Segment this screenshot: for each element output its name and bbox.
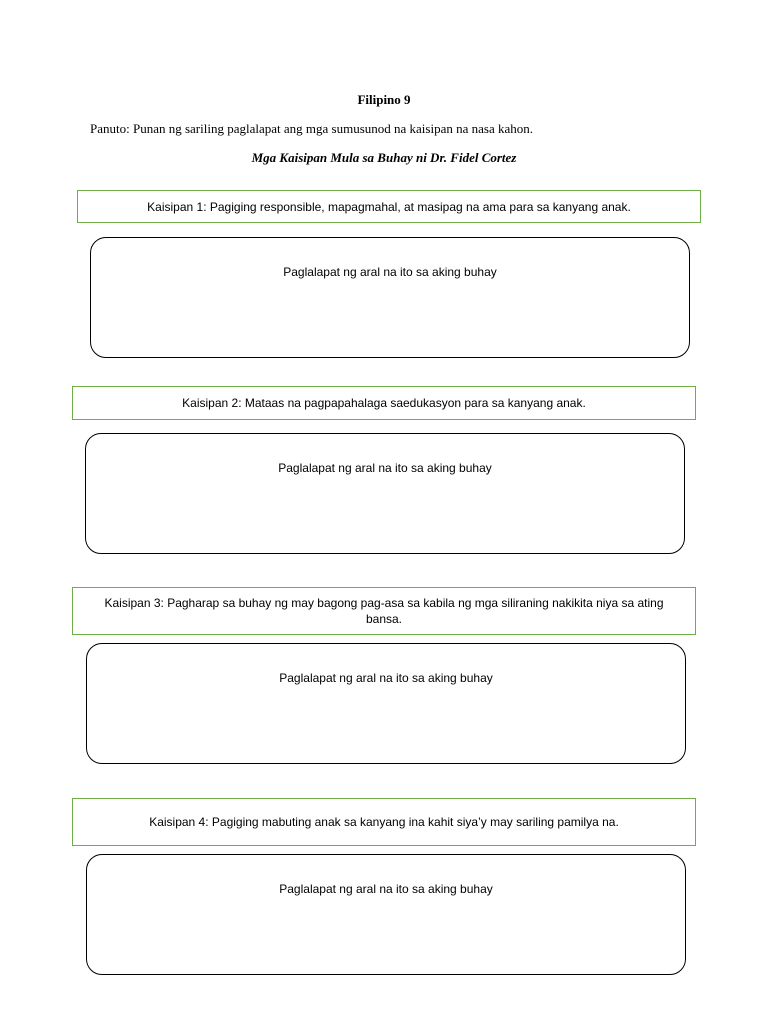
kaisipan-2-answer-box[interactable] xyxy=(85,433,685,554)
answer-3-label: Paglalapat ng aral na ito sa aking buhay xyxy=(279,671,493,685)
kaisipan-4-text: Kaisipan 4: Pagiging mabuting anak sa kanyang ina kahit siya’y may sariling pamilya na. xyxy=(149,815,619,829)
instructions-text: Panuto: Punan ng sariling paglalapat ang mga sumusunod na kaisipan na nasa kahon. xyxy=(90,121,533,136)
page-title: Filipino 9 xyxy=(357,92,411,107)
kaisipan-3-box xyxy=(72,587,696,635)
kaisipan-4-answer-box[interactable] xyxy=(86,854,686,975)
kaisipan-2-text: Kaisipan 2: Mataas na pagpapahalaga saedukasyon para sa kanyang anak. xyxy=(182,396,586,410)
answer-2-label: Paglalapat ng aral na ito sa aking buhay xyxy=(278,461,492,475)
kaisipan-2-box xyxy=(72,386,696,420)
kaisipan-3-answer-box[interactable] xyxy=(86,643,686,764)
kaisipan-1-box xyxy=(77,190,701,223)
answer-4-label: Paglalapat ng aral na ito sa aking buhay xyxy=(279,882,493,896)
kaisipan-4-box xyxy=(72,798,696,846)
answer-1-label: Paglalapat ng aral na ito sa aking buhay xyxy=(283,265,497,279)
kaisipan-1-answer-box[interactable] xyxy=(90,237,690,358)
kaisipan-1-text: Kaisipan 1: Pagiging responsible, mapagmahal, at masipag na ama para sa kanyang anak. xyxy=(147,199,631,214)
worksheet-subtitle: Mga Kaisipan Mula sa Buhay ni Dr. Fidel Cortez xyxy=(251,150,517,165)
kaisipan-3-text: Kaisipan 3: Pagharap sa buhay ng may bagong pag-asa sa kabila ng mga siliraning nakikita niya sa ating bansa. xyxy=(104,596,664,626)
